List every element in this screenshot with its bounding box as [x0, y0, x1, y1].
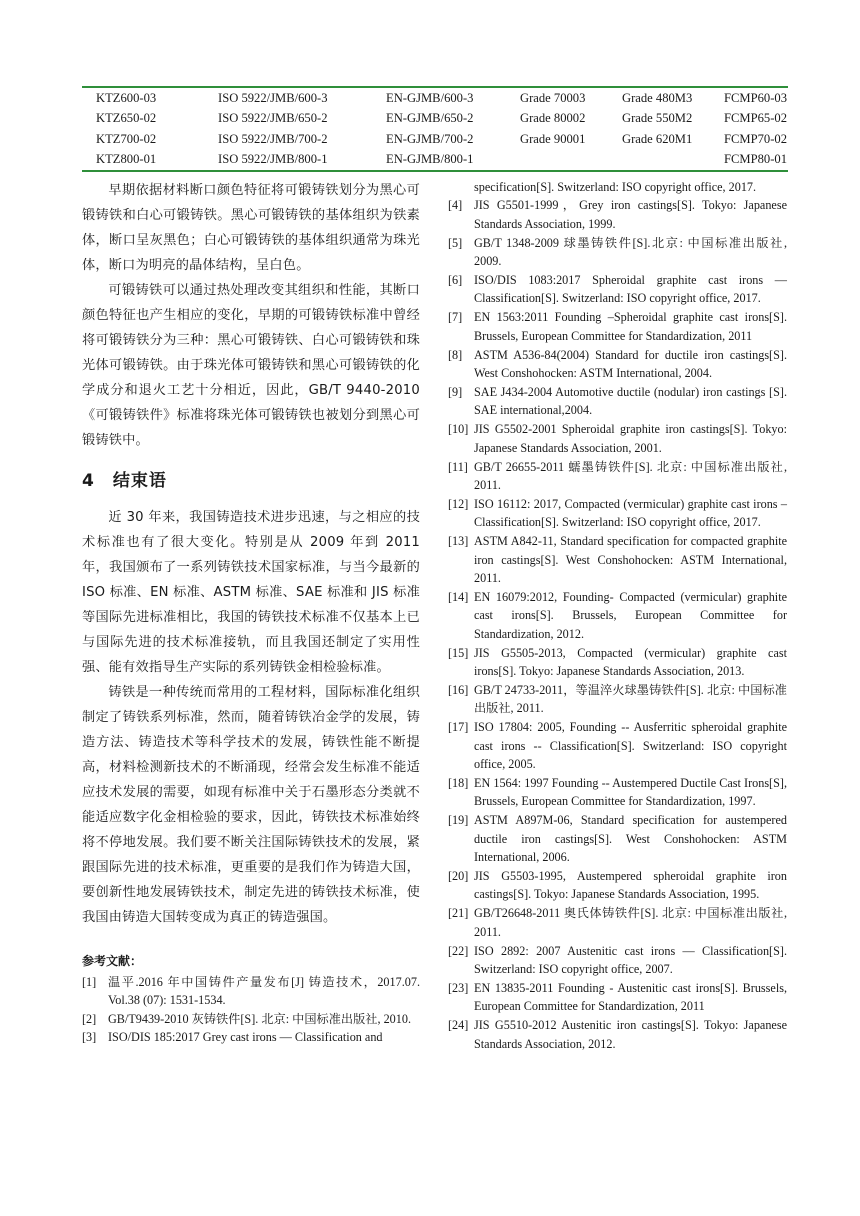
reference-item: [82, 973, 420, 1010]
reference-item: [448, 383, 787, 420]
reference-text: ISO 17804: 2005, Founding -- Ausferritic spheroidal graphite cast irons -- Classification[S]. Switzerland: ISO copyright office, 2005.: [474, 720, 787, 772]
table-cell: Grade 480M3: [622, 90, 693, 105]
reference-text: JIS G5501-1999，Grey iron castings[S]. Tokyo: Japanese Standards Association, 1999.: [474, 198, 787, 231]
reference-number: [8]: [448, 347, 463, 362]
table-cell: EN-GJMB/600-3: [386, 90, 474, 105]
reference-text: EN 13835-2011 Founding - Austenitic cast irons[S]. Brussels, European Committee for Standardization, 2011: [474, 980, 787, 1014]
table-cell: Grade 70003: [520, 90, 586, 105]
reference-text: JIS G5505-2013, Compacted (vermicular) graphite cast irons[S]. Tokyo: Japanese Standards Association, 2013.: [474, 645, 787, 679]
reference-number: [23]: [448, 980, 469, 995]
reference-continuation: specification[S]. Switzerland: ISO copyright office, 2017.: [474, 180, 757, 194]
reference-text: 温平.2016 年中国铸件产量发布[J] 铸造技术，2017.07. Vol.38 (07): 1531-1534.: [108, 975, 420, 1008]
reference-item: [448, 234, 787, 271]
table-cell: EN-GJMB/800-1: [386, 152, 474, 167]
reference-number: [1]: [82, 975, 97, 989]
body-paragraph: 可锻铸铁可以通过热处理改变其组织和性能，其断口颜色特征也产生相应的变化，早期的可锻铸铁标准中曾经将可锻铸铁分为三种：黑心可锻铸铁、白心可锻铸铁和珠光体可锻铸铁。由于珠光体可锻铸铁和黑心可锻铸铁的化学成分和退火工艺十分相近，因此，GB/T 9440-2010《可锻铸铁件》标准将珠光体可锻铸铁也被划分到黑心可锻铸铁中。: [82, 283, 420, 448]
reference-item: [448, 1016, 787, 1053]
reference-item: [448, 458, 787, 495]
reference-number: [9]: [448, 384, 463, 399]
reference-number: [11]: [448, 459, 468, 474]
table-cell: [506, 150, 608, 171]
reference-item: [448, 588, 787, 643]
references-title: 参考文献：: [82, 954, 143, 968]
table-row: [82, 88, 788, 109]
reference-number: [17]: [448, 720, 469, 735]
table-cell: EN-GJMB/700-2: [386, 131, 474, 146]
reference-number: [7]: [448, 310, 463, 325]
reference-item: [448, 867, 787, 904]
right-column: [448, 178, 787, 1054]
table-cell: Grade 80002: [520, 111, 586, 126]
reference-text: GB/T26648-2011 奥氏体铸铁件[S]. 北京: 中国标准出版社, 2011.: [474, 906, 787, 939]
reference-text: GB/T 1348-2009 球墨铸铁件[S].北京: 中国标准出版社, 2009.: [474, 235, 787, 269]
reference-item: [448, 644, 787, 681]
reference-list-left: [82, 973, 420, 1047]
reference-item: [448, 979, 787, 1016]
reference-number: [24]: [448, 1018, 469, 1033]
reference-item: [82, 1010, 420, 1028]
table-row: [82, 109, 788, 130]
reference-text: ASTM A536-84(2004) Standard for ductile iron castings[S]. West Conshohocken: ASTM International, 2004.: [474, 347, 787, 381]
section-number: 4: [82, 471, 95, 491]
reference-text: JIS G5502-2001 Spheroidal graphite iron castings[S]. Tokyo: Japanese Standards Association, 2001.: [474, 422, 787, 455]
table-cell: Grade 620M1: [622, 131, 693, 146]
table-cell: FCMP60-03: [724, 90, 787, 105]
reference-text: GB/T9439-2010 灰铸铁件[S]. 北京: 中国标准出版社, 2010.: [108, 1011, 411, 1026]
reference-text: JIS G5510-2012 Austenitic iron castings[S]. Tokyo: Japanese Standards Association, 2012.: [474, 1018, 787, 1051]
reference-text: ISO/DIS 185:2017 Grey cast irons — Classification and: [108, 1030, 383, 1045]
reference-text: GB/T 26655-2011 蠕墨铸铁件[S]. 北京: 中国标准出版社, 2011.: [474, 459, 787, 492]
section-heading: [82, 466, 420, 491]
reference-text: ASTM A897M-06, Standard specification for austempered ductile iron castings[S]. West Conshohocken: ASTM International, 2006.: [474, 813, 787, 865]
table-bottom-rule: [82, 170, 788, 172]
table-cell: ISO 5922/JMB/800-1: [218, 152, 328, 167]
reference-text: ISO 2892: 2007 Austenitic cast irons — Classification[S]. Switzerland: ISO copyright office, 2007.: [474, 943, 787, 977]
reference-text: EN 1563:2011 Founding –Spheroidal graphite cast irons[S]. Brussels, European Committee for Standardization, 2011: [474, 310, 787, 343]
reference-text: ISO 16112: 2017, Compacted (vermicular) graphite cast irons – Classification[S]. Switzerland: ISO copyright office, 2017.: [474, 496, 787, 530]
reference-number: [16]: [448, 682, 469, 697]
table-cell: KTZ650-02: [96, 111, 157, 126]
reference-item: [448, 681, 787, 718]
table-cell: ISO 5922/JMB/600-3: [218, 90, 328, 105]
reference-number: [12]: [448, 496, 469, 511]
reference-text: EN 1564: 1997 Founding -- Austempered Ductile Cast Irons[S], Brussels, European Committee for Standardization, 1997.: [474, 776, 787, 809]
reference-item: [448, 346, 787, 383]
section-title: 结束语: [112, 471, 167, 491]
body-paragraph: 铸铁是一种传统而常用的工程材料，国际标准化组织制定了铸铁系列标准，然而，随着铸铁冶金学的发展，铸造方法、铸造技术等科学技术的发展，铸铁性能不断提高，材料检测新技术的不断涌现，经常会发生标准不能适应技术发展的需要，如现有标准中关于石墨形态分类就不能适应数字化金相检验的要求，因此，铸铁技术标准始终将不停地发展。我们要不断关注国际铸铁技术的发展，紧跟国际先进的技术标准，更重要的是我们作为铸造大国，要创新性地发展铸铁技术，制定先进的铸铁技术标准，使我国由铸造大国转变成为真正的铸造强国。: [82, 685, 420, 925]
reference-list-right: [448, 196, 787, 1053]
reference-number: [4]: [448, 198, 463, 213]
table-cell: KTZ600-03: [96, 90, 157, 105]
reference-text: ISO/DIS 1083:2017 Spheroidal graphite cast irons —Classification[S]. Switzerland: ISO copyright office, 2017.: [474, 273, 787, 306]
table-cell: FCMP70-02: [724, 131, 787, 146]
table-cell: ISO 5922/JMB/700-2: [218, 131, 328, 146]
reference-number: [5]: [448, 235, 463, 250]
table-cell: Grade 550M2: [622, 111, 693, 126]
table-cell: KTZ800-01: [96, 152, 157, 167]
reference-number: [14]: [448, 589, 469, 604]
reference-item: [448, 904, 787, 941]
left-column: [82, 178, 420, 1047]
reference-item: [448, 271, 787, 308]
reference-item: [448, 420, 787, 457]
reference-number: [21]: [448, 906, 469, 921]
reference-item: [82, 1028, 420, 1046]
reference-number: [19]: [448, 813, 469, 828]
reference-number: [10]: [448, 422, 469, 437]
reference-text: EN 16079:2012, Founding- Compacted (vermicular) graphite cast irons[S]. Brussels, European Committee for Standardization, 2012.: [474, 589, 787, 641]
table-cell: KTZ700-02: [96, 131, 157, 146]
reference-text: JIS G5503-1995, Austempered spheroidal graphite iron castings[S]. Tokyo: Japanese Standards Association, 1995.: [474, 869, 787, 902]
table-row: [82, 150, 788, 171]
standards-table: [82, 88, 788, 170]
table-cell: FCMP80-01: [724, 152, 787, 167]
reference-item: [448, 718, 787, 773]
standards-table-section: [82, 86, 788, 172]
reference-text: GB/T 24733-2011，等温淬火球墨铸铁件[S]. 北京: 中国标准出版社, 2011.: [474, 682, 787, 716]
reference-number: [15]: [448, 645, 469, 660]
reference-number: [20]: [448, 869, 469, 884]
reference-item: [448, 811, 787, 866]
reference-number: [2]: [82, 1011, 97, 1026]
reference-text: ASTM A842-11, Standard specification for compacted graphite iron castings[S]. West Conshohocken: ASTM International, 2011.: [474, 534, 787, 586]
reference-number: [13]: [448, 534, 469, 549]
reference-number: [6]: [448, 273, 463, 288]
body-paragraph: 早期依据材料断口颜色特征将可锻铸铁划分为黑心可锻铸铁和白心可锻铸铁。黑心可锻铸铁的基体组织为铁素体，断口呈灰黑色；白心可锻铸铁的基体组织通常为珠光体，断口为明亮的晶体结构，呈白色。: [82, 183, 420, 273]
reference-number: [22]: [448, 943, 469, 958]
reference-item: [448, 196, 787, 233]
reference-number: [18]: [448, 776, 469, 790]
reference-text: SAE J434-2004 Automotive ductile (nodular) iron castings [S]. SAE international,2004.: [474, 384, 787, 418]
reference-item: [448, 774, 787, 811]
body-paragraph: 近 30 年来，我国铸造技术进步迅速，与之相应的技术标准也有了很大变化。特别是从 2009 年到 2011 年，我国颁布了一系列铸铁技术国家标准，与当今最新的 ISO 标准、EN 标准、ASTM 标准、SAE 标准和 JIS 标准等国际先进标准相比，我国的铸铁技术标准不仅基本上已与国际先进的技术标准接轨，而且我国还制定了实用性强、能有效指导生产实际的系列铸铁金相检验标准。: [82, 510, 420, 675]
table-cell: FCMP65-02: [724, 111, 787, 126]
reference-item: [448, 308, 787, 345]
table-cell: [608, 150, 710, 171]
reference-item: [448, 942, 787, 979]
reference-item: [448, 495, 787, 532]
reference-number: [3]: [82, 1030, 97, 1045]
table-cell: EN-GJMB/650-2: [386, 111, 474, 126]
table-row: [82, 129, 788, 150]
reference-item: [448, 532, 787, 587]
table-cell: Grade 90001: [520, 131, 586, 146]
table-cell: ISO 5922/JMB/650-2: [218, 111, 328, 126]
